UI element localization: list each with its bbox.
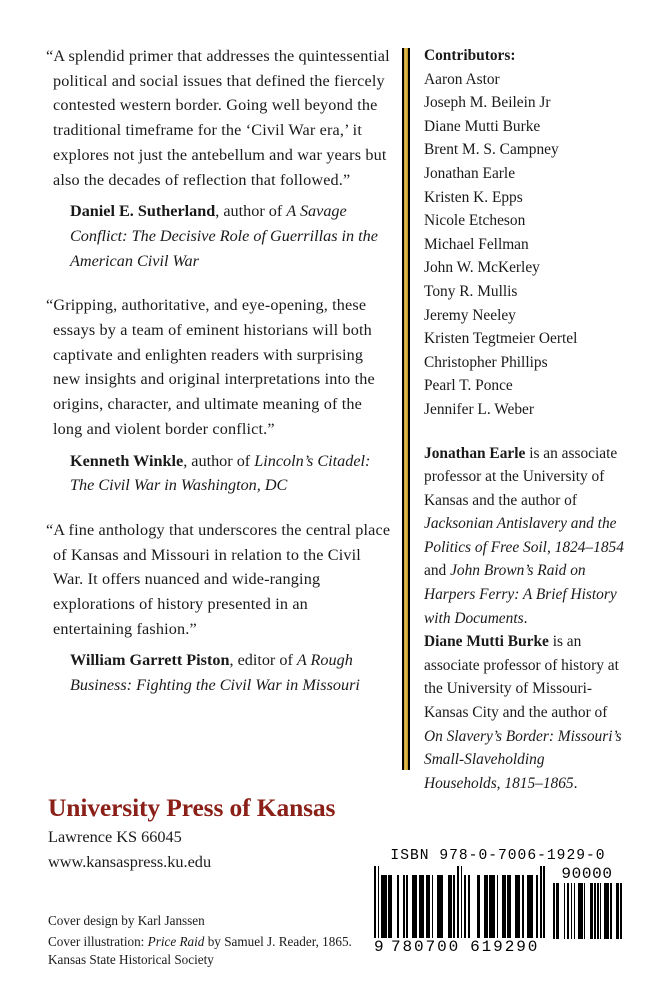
addon-digits: 90000 — [561, 865, 613, 883]
blurb-quote-text: “A splendid primer that addresses the quintessential political and social issues that defined the fiercely contested western border. Going well beyond the traditional timeframe for the ‘Civil War era,’ it explores not just the antebellum and war years but also the decades of reflection that followed.” — [46, 47, 390, 189]
blurb-quote-text: “Gripping, authoritative, and eye-opening, these essays by a team of eminent historians will both captivate and enlighten readers with surprising new insights and original interpretations into the origins, character, and ultimate meaning of the long and violent border conflict.” — [46, 296, 375, 438]
list-item: Joseph M. Beilein Jr — [424, 94, 551, 112]
blurb-attribution — [46, 648, 391, 697]
blurb-author-name: Daniel E. Sutherland — [70, 202, 216, 221]
ean-lead-digit: 9 — [374, 938, 384, 956]
ean-left-group: 780700 — [391, 938, 461, 956]
list-item: John W. McKerley — [424, 259, 540, 277]
ean5-addon-bars — [552, 883, 622, 939]
blurb-quote-text: “A fine anthology that underscores the central place of Kansas and Missouri in relation to the Civil War. It offers nuanced and wide-ranging explorations of history presented in an entertaining fashion.” — [46, 520, 391, 638]
publisher-website[interactable]: www.kansaspress.ku.edu — [48, 852, 212, 871]
ean13-bars — [374, 866, 546, 938]
publisher-block — [48, 793, 378, 873]
editor-name: Diane Mutti Burke — [424, 633, 549, 651]
editor-work-title: John Brown’s Raid on Harpers Ferry: A Brief History with Documents — [424, 562, 617, 627]
cover-illustration-credit — [48, 933, 368, 970]
publisher-address: Lawrence KS 66045 — [48, 827, 182, 846]
list-item: Tony R. Mullis — [424, 282, 518, 300]
isbn-barcode-block — [374, 848, 622, 955]
illustration-title: Price Raid — [147, 933, 205, 949]
blurb-review — [46, 293, 391, 498]
blurb-review — [46, 44, 391, 273]
illustration-suffix: by Samuel J. Reader, 1865. Kansas State Historical Society — [48, 933, 352, 967]
cover-design-credit: Cover design by Karl Janssen — [48, 913, 205, 928]
blurb-author-role: , editor of — [229, 651, 297, 670]
editor-work-title: Jacksonian Antislavery and the Politics of Free Soil, 1824–1854 — [424, 515, 624, 556]
editor-bio-conjunction: and — [424, 562, 451, 580]
editor-name: Jonathan Earle — [424, 444, 526, 462]
blurb-author-name: Kenneth Winkle — [70, 451, 184, 470]
publisher-name: University Press of Kansas — [48, 793, 336, 822]
list-item: Diane Mutti Burke — [424, 117, 541, 135]
editor-bio — [424, 442, 624, 631]
ean-right-group: 619290 — [470, 938, 540, 956]
list-item: Brent M. S. Campney — [424, 141, 559, 159]
list-item: Michael Fellman — [424, 235, 529, 253]
blurb-author-work: A Rough Business: Fighting the Civil War in Missouri — [70, 651, 360, 695]
editor-bio-end: . — [573, 774, 578, 792]
list-item: Jonathan Earle — [424, 164, 516, 182]
list-item: Jennifer L. Weber — [424, 400, 535, 418]
list-item: Aaron Astor — [424, 70, 500, 88]
contributors-heading: Contributors: — [424, 47, 516, 64]
list-item: Kristen Tegtmeier Oertel — [424, 330, 578, 348]
blurb-author-work: A Savage Conflict: The Decisive Role of Guerrillas in the American Civil War — [70, 202, 378, 270]
blurb-author-name: William Garrett Piston — [70, 651, 230, 670]
list-item: Kristen K. Epps — [424, 188, 523, 206]
list-item: Christopher Phillips — [424, 353, 548, 371]
contributors-column — [424, 44, 624, 795]
blurb-author-role: , author of — [183, 451, 255, 470]
list-item: Nicole Etcheson — [424, 212, 526, 230]
blurb-review — [46, 518, 391, 698]
column-divider-rule — [402, 48, 410, 770]
cover-credits — [48, 912, 368, 972]
ean5-addon-barcode — [552, 866, 622, 939]
editor-bio-end: . — [523, 609, 528, 627]
ean13-digits — [374, 939, 546, 955]
blurb-author-work: Lincoln’s Citadel: The Civil War in Washington, DC — [70, 451, 371, 495]
list-item: Pearl T. Ponce — [424, 377, 513, 395]
list-item: Jeremy Neeley — [424, 306, 516, 324]
editor-bio-text: is an associate professor of history at the University of Missouri-Kansas City and the author of — [424, 633, 619, 722]
blurb-attribution — [46, 449, 391, 498]
editor-work-title: On Slavery’s Border: Missouri’s Small-Slaveholding Households, 1815–1865 — [424, 727, 622, 792]
illustration-prefix: Cover illustration: — [48, 933, 148, 949]
isbn-number-text: ISBN 978-0-7006-1929-0 — [390, 848, 606, 864]
contributors-list — [424, 68, 624, 422]
blurb-attribution — [46, 199, 391, 273]
blurb-author-role: , author of — [215, 202, 287, 221]
barcode-row — [374, 866, 622, 955]
ean13-barcode — [374, 866, 546, 955]
blurbs-column — [46, 44, 391, 715]
editor-bio — [424, 630, 624, 795]
editor-bio-text: is an associate professor at the University of Kansas and the author of — [424, 444, 618, 509]
